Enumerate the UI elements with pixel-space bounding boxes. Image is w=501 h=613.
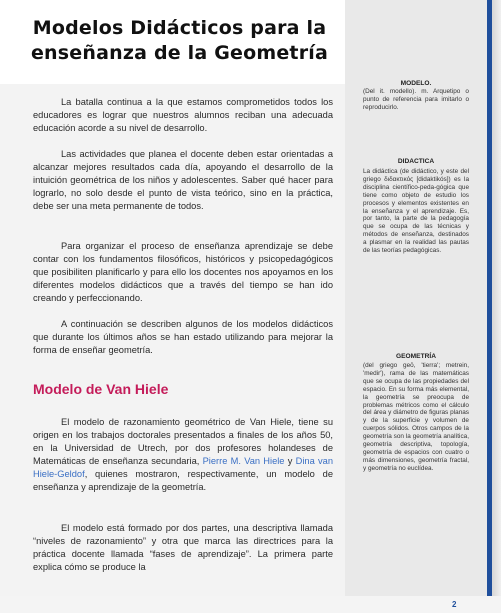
paragraph-5-text-a: El modelo de razonamiento geométrico de Van Hiele, tiene su origen en los trabajos doctorales presentados a finales de los años 50, en la Universidad de Utrech, por dos profesores holandeses de Matemáticas de enseñanza secundaria,	[33, 417, 333, 466]
link-dina-van-hiele-geldof[interactable]: Dina van Hiele-Geldof	[33, 456, 333, 479]
link-pierre-van-hiele[interactable]: Pierre M. Van Hiele	[202, 456, 285, 466]
paragraph-3: Para organizar el proceso de enseñanza aprendizaje se debe contar con los fundamentos filosóficos, históricos y psicopedagógicos que posibiliten planificarlo y para ello los docentes nos apoyamos en los diferentes modelos didácticos que a través del tiempo se han ido creando y perfeccionando.	[33, 241, 333, 303]
title-line-1: Modelos Didácticos para la	[32, 17, 327, 39]
paragraph-1: La batalla continua a la que estamos comprometidos todos los educadores es lograr que nuestros alumnos reciban una adecuada educación acorde a su nivel de desarrollo.	[33, 97, 333, 133]
sidebar-didactica-text: La didáctica (de didáctico, y este del griego διδακτικός [didaktikós]) es la disciplina científico-peda-gógica que tiene como objeto de estudio los procesos y elementos existentes en la enseñanza y el aprendizaje. Es, por tanto, la parte de la pedagogía que se ocupa de las técnicas y métodos de enseñanza, destinados a plasmar en la realidad las pautas de las teorías pedagógicas.	[363, 168, 469, 255]
page-number: 2	[452, 600, 457, 609]
paragraph-6: El modelo está formado por dos partes, una descriptiva llamada “niveles de razonamiento” y otra que marca las directrices para la práctica docente llamada “fases de aprendizaje”. La primera parte explica cómo se produce la	[33, 523, 333, 572]
sidebar-geometria-text: (del griego geō, 'tierra'; metrein, 'medir'), rama de las matemáticas que se ocupa de las propiedades del espacio. En su forma más elemental, la geometría se preocupa de problemas métricos como el cálculo del área y diámetro de figuras planas y de la superficie y volumen de cuerpos sólidos. Otros campos de la geometría son la geometría analítica, geometría descriptiva, topología, geometría de espacios con cuatro o más dimensiones, geometría fractal, y geometría no euclídea.	[363, 362, 469, 472]
paragraph-5-text-b: , quienes mostraron, respectivamente, un modelo de enseñanza y aprendizaje de la geometría.	[33, 469, 333, 492]
paragraph-4: A continuación se describen algunos de los modelos didácticos que durante los últimos años se han estado utilizando para mejorar la forma de enseñar geometría.	[33, 319, 333, 355]
paragraph-2: Las actividades que planea el docente deben estar orientadas a alcanzar mejores resultados cada día, apoyando el desarrollo de la intuición geométrica de los niños y adolescentes. Saber qué hacer para lograrlo, no solo desde el punto de vista teórico, sino en la práctica, debe ser una meta permanente de todos.	[33, 149, 333, 211]
page-shadow-bottom	[0, 596, 501, 613]
paragraph-5-conjunction: y	[287, 456, 293, 466]
paragraph-5	[33, 416, 333, 494]
section-heading: Modelo de Van Hiele	[33, 381, 169, 397]
sidebar-modelo-text: (Del it. modello). m. Arquetipo o punto de referencia para imitarlo o reproducirlo.	[363, 88, 469, 111]
sidebar-geometria-title: GEOMETRÍA	[396, 353, 436, 360]
sidebar-modelo-title: MODELO.	[400, 80, 432, 87]
page-title	[22, 16, 337, 66]
title-line-2: enseñanza de la Geometría	[30, 42, 329, 64]
sidebar-didactica-title: DIDACTICA	[397, 158, 435, 165]
page-shadow-right	[492, 0, 501, 596]
